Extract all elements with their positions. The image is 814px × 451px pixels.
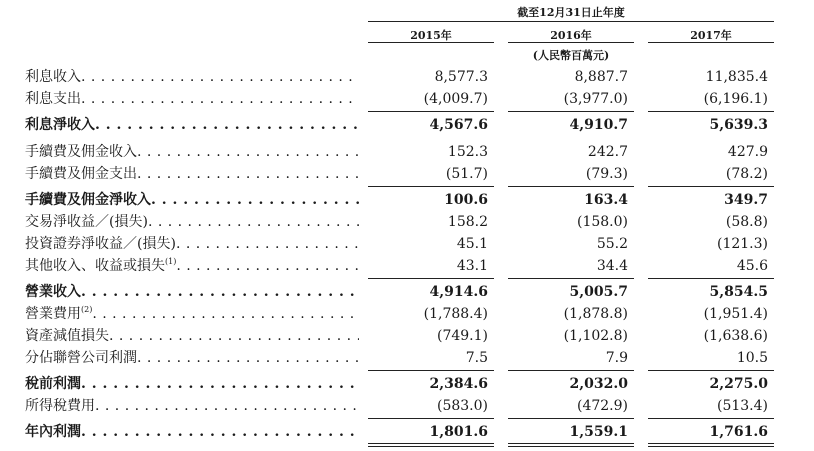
row-share-of-associates xyxy=(0,347,814,369)
subtotal-rule xyxy=(648,186,774,187)
value-2017: (513.4) xyxy=(716,398,768,414)
subtotal-rule xyxy=(368,418,494,419)
row-label: 利息收入 . . . xyxy=(25,68,359,86)
value-2016: (1,102.8) xyxy=(563,328,628,344)
row-label: 利息支出 . . . xyxy=(25,90,359,108)
value-2016: 5,005.7 xyxy=(569,284,628,300)
subtotal-rule xyxy=(648,370,774,371)
subtotal-rule xyxy=(648,418,774,419)
subtotal-rule xyxy=(368,186,494,187)
subtotal-rule xyxy=(508,370,634,371)
row-label: 所得稅費用 . . . xyxy=(25,397,359,415)
value-2015: 158.2 xyxy=(447,214,488,230)
year-2015-header: 2015年 xyxy=(410,29,452,42)
subtotal-rule xyxy=(508,111,634,112)
row-net-fee-income xyxy=(0,189,814,211)
value-2016: 8,887.7 xyxy=(574,69,628,85)
row-operating-income xyxy=(0,281,814,303)
row-interest-expense xyxy=(0,88,814,110)
year-2016-underline xyxy=(508,42,634,43)
year-2016-header: 2016年 xyxy=(550,29,592,42)
value-2017: (58.8) xyxy=(725,214,768,230)
value-2017: (1,638.6) xyxy=(703,328,768,344)
row-label: 交易淨收益／(損失) . . . xyxy=(25,213,359,231)
row-operating-expenses xyxy=(0,303,814,325)
row-profit-before-tax xyxy=(0,373,814,395)
row-label: 稅前利潤 . . . xyxy=(25,375,359,393)
value-2016: 2,032.0 xyxy=(569,376,628,392)
subtotal-rule xyxy=(368,370,494,371)
year-2015-underline xyxy=(368,42,494,43)
value-2016: 55.2 xyxy=(596,236,628,252)
value-2016: (3,977.0) xyxy=(563,91,628,107)
value-2017: 2,275.0 xyxy=(709,376,768,392)
period-header-rule xyxy=(368,21,774,22)
total-double-rule xyxy=(508,443,634,447)
value-2015: 2,384.6 xyxy=(429,376,488,392)
footnote-marker: (1) xyxy=(165,257,177,266)
value-2015: 4,914.6 xyxy=(429,284,488,300)
row-label: 手續費及佣金淨收入 . . . xyxy=(25,191,359,209)
value-2017: 427.9 xyxy=(727,144,768,160)
value-2015: 7.5 xyxy=(465,350,488,366)
value-2015: (51.7) xyxy=(445,166,488,182)
value-2016: (1,878.8) xyxy=(563,306,628,322)
row-label: 手續費及佣金收入 . . . xyxy=(25,143,359,161)
subtotal-rule xyxy=(648,278,774,279)
row-label: 年內利潤 . . . xyxy=(25,423,359,441)
period-header: 截至12月31日止年度 xyxy=(517,6,625,19)
value-2017: 5,639.3 xyxy=(709,117,768,133)
subtotal-rule xyxy=(508,186,634,187)
value-2015: 8,577.3 xyxy=(434,69,488,85)
value-2016: 242.7 xyxy=(587,144,628,160)
subtotal-rule xyxy=(508,418,634,419)
row-label: 營業費用$^{(2)}$ . . . xyxy=(25,305,359,323)
subtotal-rule xyxy=(368,278,494,279)
value-2015: 43.1 xyxy=(456,258,488,274)
row-fee-expense xyxy=(0,163,814,185)
footnote-marker: (2) xyxy=(81,305,93,314)
value-2016: (472.9) xyxy=(576,398,628,414)
row-label: 分佔聯營公司利潤 . . . xyxy=(25,349,359,367)
value-2017: 349.7 xyxy=(724,192,768,208)
value-2017: 11,835.4 xyxy=(705,69,768,85)
row-label: 利息淨收入 . . . xyxy=(25,116,359,134)
value-2015: 4,567.6 xyxy=(429,117,488,133)
total-double-rule xyxy=(648,443,774,447)
total-double-rule xyxy=(368,443,494,447)
value-2015: (1,788.4) xyxy=(423,306,488,322)
value-2016: 7.9 xyxy=(605,350,628,366)
currency-unit: (人民幣百萬元) xyxy=(532,49,610,62)
row-label: 其他收入、收益或損失$^{(1)}$ . . . xyxy=(25,257,359,275)
value-2015: (749.1) xyxy=(436,328,488,344)
value-2017: (6,196.1) xyxy=(703,91,768,107)
value-2016: 34.4 xyxy=(596,258,628,274)
year-2017-underline xyxy=(648,42,774,43)
row-label: 營業收入 . . . xyxy=(25,283,359,301)
value-2017: 10.5 xyxy=(736,350,768,366)
value-2016: (79.3) xyxy=(585,166,628,182)
row-label: 投資證券淨收益／(損失) . . . xyxy=(25,235,359,253)
value-2017: (1,951.4) xyxy=(703,306,768,322)
value-2017: (78.2) xyxy=(725,166,768,182)
row-impairment-losses xyxy=(0,325,814,347)
row-profit-for-year xyxy=(0,421,814,443)
value-2016: (158.0) xyxy=(576,214,628,230)
year-2017-header: 2017年 xyxy=(690,29,732,42)
row-income-tax xyxy=(0,395,814,417)
row-net-interest-income xyxy=(0,114,814,136)
value-2015: 100.6 xyxy=(444,192,488,208)
value-2016: 1,559.1 xyxy=(569,424,628,440)
row-fee-income xyxy=(0,141,814,163)
row-label: 手續費及佣金支出 . . . xyxy=(25,165,359,183)
value-2017: 5,854.5 xyxy=(709,284,768,300)
value-2015: 152.3 xyxy=(447,144,488,160)
row-interest-income xyxy=(0,66,814,88)
subtotal-rule xyxy=(508,278,634,279)
value-2017: 1,761.6 xyxy=(709,424,768,440)
value-2015: (583.0) xyxy=(436,398,488,414)
value-2017: (121.3) xyxy=(716,236,768,252)
value-2016: 163.4 xyxy=(584,192,628,208)
value-2015: 1,801.6 xyxy=(429,424,488,440)
value-2016: 4,910.7 xyxy=(569,117,628,133)
row-other-income xyxy=(0,255,814,277)
value-2017: 45.6 xyxy=(736,258,768,274)
value-2015: 45.1 xyxy=(456,236,488,252)
row-trading-gains xyxy=(0,211,814,233)
subtotal-rule xyxy=(648,111,774,112)
subtotal-rule xyxy=(368,111,494,112)
value-2015: (4,009.7) xyxy=(423,91,488,107)
row-investment-gains xyxy=(0,233,814,255)
row-label: 資產減值損失 . . . xyxy=(25,327,359,345)
